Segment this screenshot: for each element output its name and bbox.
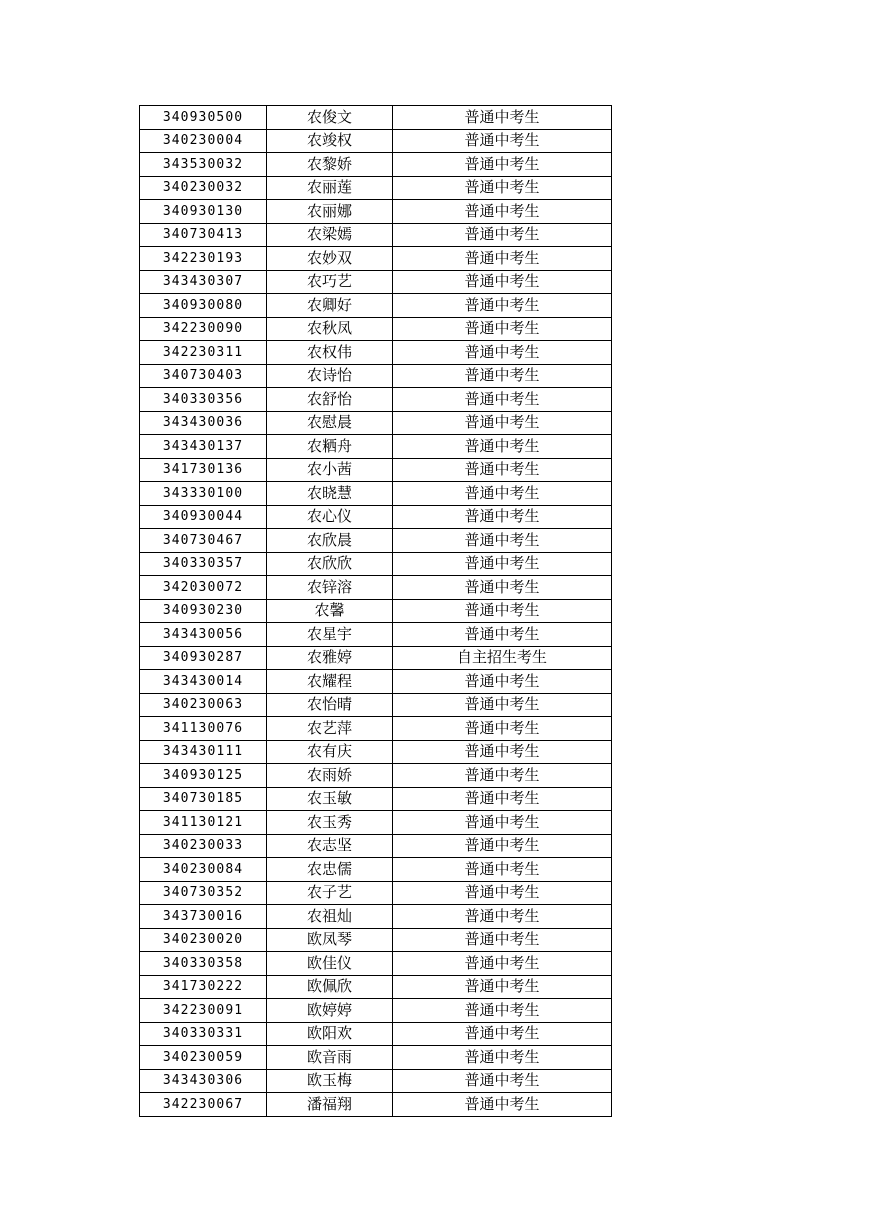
table-row (140, 576, 612, 600)
candidate-name-cell: 农祖灿 (267, 905, 393, 929)
candidate-type-cell: 普通中考生 (393, 153, 612, 177)
candidate-type-cell: 普通中考生 (393, 1022, 612, 1046)
candidate-id-cell: 340730352 (140, 881, 267, 905)
table-row (140, 505, 612, 529)
table-row (140, 1046, 612, 1070)
table-row (140, 928, 612, 952)
candidate-id-cell: 342230193 (140, 247, 267, 271)
table-row (140, 388, 612, 412)
candidate-name-cell: 欧玉梅 (267, 1069, 393, 1093)
table-row (140, 552, 612, 576)
candidate-id-cell: 340930044 (140, 505, 267, 529)
table-row (140, 599, 612, 623)
candidate-id-cell: 343430111 (140, 740, 267, 764)
candidate-type-cell: 普通中考生 (393, 176, 612, 200)
table-row (140, 952, 612, 976)
candidate-name-cell: 农子艺 (267, 881, 393, 905)
table-row (140, 294, 612, 318)
candidate-id-cell: 340230004 (140, 129, 267, 153)
candidate-id-cell: 340930287 (140, 646, 267, 670)
table-row (140, 270, 612, 294)
candidate-name-cell: 农妙双 (267, 247, 393, 271)
candidate-name-cell: 农星宇 (267, 623, 393, 647)
candidate-name-cell: 农粞舟 (267, 435, 393, 459)
table-row (140, 740, 612, 764)
candidate-name-cell: 农舒怡 (267, 388, 393, 412)
table-row (140, 482, 612, 506)
table-row (140, 364, 612, 388)
candidate-id-cell: 343430056 (140, 623, 267, 647)
table-row (140, 247, 612, 271)
candidate-id-cell: 343330100 (140, 482, 267, 506)
candidate-type-cell: 普通中考生 (393, 458, 612, 482)
candidate-type-cell: 普通中考生 (393, 529, 612, 553)
candidate-id-cell: 342230067 (140, 1093, 267, 1117)
candidate-type-cell: 普通中考生 (393, 952, 612, 976)
candidate-type-cell: 普通中考生 (393, 975, 612, 999)
table-row (140, 811, 612, 835)
candidate-id-cell: 342030072 (140, 576, 267, 600)
candidate-name-cell: 农诗怡 (267, 364, 393, 388)
candidate-name-cell: 农玉秀 (267, 811, 393, 835)
candidate-table-body (140, 106, 612, 1117)
candidate-name-cell: 潘福翔 (267, 1093, 393, 1117)
candidate-type-cell: 普通中考生 (393, 552, 612, 576)
candidate-name-cell: 农忠儒 (267, 858, 393, 882)
candidate-type-cell: 普通中考生 (393, 200, 612, 224)
candidate-id-cell: 340330357 (140, 552, 267, 576)
table-row (140, 106, 612, 130)
candidate-type-cell: 普通中考生 (393, 341, 612, 365)
table-row (140, 858, 612, 882)
candidate-type-cell: 普通中考生 (393, 1069, 612, 1093)
table-row (140, 435, 612, 459)
candidate-name-cell: 农耀程 (267, 670, 393, 694)
table-row (140, 623, 612, 647)
candidate-type-cell: 普通中考生 (393, 858, 612, 882)
candidate-id-cell: 342230091 (140, 999, 267, 1023)
candidate-name-cell: 农欣欣 (267, 552, 393, 576)
table-row (140, 764, 612, 788)
candidate-type-cell: 普通中考生 (393, 270, 612, 294)
candidate-id-cell: 340730403 (140, 364, 267, 388)
candidate-type-cell: 普通中考生 (393, 1093, 612, 1117)
candidate-id-cell: 340930500 (140, 106, 267, 130)
table-row (140, 200, 612, 224)
candidate-id-cell: 343430307 (140, 270, 267, 294)
candidate-id-cell: 343430036 (140, 411, 267, 435)
table-row (140, 999, 612, 1023)
candidate-name-cell: 欧音雨 (267, 1046, 393, 1070)
candidate-name-cell: 农小茜 (267, 458, 393, 482)
table-row (140, 787, 612, 811)
candidate-id-cell: 340930230 (140, 599, 267, 623)
candidate-name-cell: 农竣权 (267, 129, 393, 153)
candidate-name-cell: 农馨 (267, 599, 393, 623)
table-row (140, 317, 612, 341)
table-row (140, 223, 612, 247)
candidate-id-cell: 341130121 (140, 811, 267, 835)
table-row (140, 834, 612, 858)
candidate-type-cell: 普通中考生 (393, 505, 612, 529)
candidate-name-cell: 农志坚 (267, 834, 393, 858)
candidate-type-cell: 普通中考生 (393, 693, 612, 717)
candidate-type-cell: 普通中考生 (393, 482, 612, 506)
candidate-name-cell: 农有庆 (267, 740, 393, 764)
candidate-id-cell: 343430014 (140, 670, 267, 694)
candidate-name-cell: 农俊文 (267, 106, 393, 130)
candidate-name-cell: 农黎娇 (267, 153, 393, 177)
candidate-id-cell: 340230063 (140, 693, 267, 717)
table-row (140, 693, 612, 717)
table-row (140, 717, 612, 741)
candidate-name-cell: 欧佩欣 (267, 975, 393, 999)
candidate-id-cell: 340330358 (140, 952, 267, 976)
candidate-name-cell: 农巧艺 (267, 270, 393, 294)
candidate-type-cell: 普通中考生 (393, 740, 612, 764)
candidate-type-cell: 普通中考生 (393, 411, 612, 435)
candidate-name-cell: 欧佳仪 (267, 952, 393, 976)
candidate-id-cell: 343430137 (140, 435, 267, 459)
candidate-id-cell: 341130076 (140, 717, 267, 741)
candidate-name-cell: 农欣晨 (267, 529, 393, 553)
table-row (140, 341, 612, 365)
candidate-type-cell: 普通中考生 (393, 764, 612, 788)
candidate-id-cell: 340230033 (140, 834, 267, 858)
candidate-type-cell: 普通中考生 (393, 811, 612, 835)
candidate-id-cell: 342230090 (140, 317, 267, 341)
candidate-name-cell: 农锌溶 (267, 576, 393, 600)
candidate-name-cell: 欧凤琴 (267, 928, 393, 952)
candidate-name-cell: 农丽莲 (267, 176, 393, 200)
candidate-name-cell: 农玉敏 (267, 787, 393, 811)
candidate-name-cell: 农卿好 (267, 294, 393, 318)
candidate-type-cell: 普通中考生 (393, 787, 612, 811)
table-row (140, 1022, 612, 1046)
candidate-type-cell: 普通中考生 (393, 435, 612, 459)
candidate-id-cell: 341730222 (140, 975, 267, 999)
table-row (140, 176, 612, 200)
candidate-type-cell: 普通中考生 (393, 247, 612, 271)
candidate-name-cell: 农怡晴 (267, 693, 393, 717)
candidate-name-cell: 农心仪 (267, 505, 393, 529)
candidate-id-cell: 340730185 (140, 787, 267, 811)
table-row (140, 670, 612, 694)
candidate-name-cell: 农艺萍 (267, 717, 393, 741)
candidate-type-cell: 普通中考生 (393, 1046, 612, 1070)
candidate-name-cell: 农梁嫣 (267, 223, 393, 247)
candidate-name-cell: 农丽娜 (267, 200, 393, 224)
candidate-type-cell: 普通中考生 (393, 294, 612, 318)
candidate-id-cell: 342230311 (140, 341, 267, 365)
candidate-type-cell: 普通中考生 (393, 999, 612, 1023)
table-row (140, 129, 612, 153)
candidate-id-cell: 343730016 (140, 905, 267, 929)
candidate-type-cell: 普通中考生 (393, 388, 612, 412)
candidate-type-cell: 普通中考生 (393, 670, 612, 694)
table-row (140, 411, 612, 435)
candidate-type-cell: 普通中考生 (393, 881, 612, 905)
candidate-name-cell: 农雨娇 (267, 764, 393, 788)
candidate-type-cell: 普通中考生 (393, 317, 612, 341)
table-row (140, 881, 612, 905)
candidate-id-cell: 340930130 (140, 200, 267, 224)
candidate-name-cell: 农慰晨 (267, 411, 393, 435)
candidate-type-cell: 普通中考生 (393, 223, 612, 247)
candidate-type-cell: 普通中考生 (393, 106, 612, 130)
candidate-id-cell: 340330331 (140, 1022, 267, 1046)
candidate-type-cell: 普通中考生 (393, 717, 612, 741)
candidate-table (139, 105, 612, 1117)
candidate-name-cell: 农雅婷 (267, 646, 393, 670)
table-row (140, 1093, 612, 1117)
candidate-type-cell: 普通中考生 (393, 834, 612, 858)
candidate-id-cell: 340230084 (140, 858, 267, 882)
candidate-id-cell: 340730413 (140, 223, 267, 247)
candidate-id-cell: 340330356 (140, 388, 267, 412)
candidate-name-cell: 欧婷婷 (267, 999, 393, 1023)
candidate-type-cell: 普通中考生 (393, 623, 612, 647)
candidate-type-cell: 普通中考生 (393, 599, 612, 623)
candidate-id-cell: 343430306 (140, 1069, 267, 1093)
candidate-id-cell: 341730136 (140, 458, 267, 482)
candidate-type-cell: 普通中考生 (393, 576, 612, 600)
candidate-id-cell: 340730467 (140, 529, 267, 553)
table-row (140, 529, 612, 553)
table-row (140, 153, 612, 177)
candidate-type-cell: 普通中考生 (393, 905, 612, 929)
table-row (140, 1069, 612, 1093)
candidate-id-cell: 340230020 (140, 928, 267, 952)
table-row (140, 975, 612, 999)
candidate-id-cell: 340930125 (140, 764, 267, 788)
candidate-id-cell: 340230059 (140, 1046, 267, 1070)
table-row (140, 646, 612, 670)
candidate-name-cell: 农秋凤 (267, 317, 393, 341)
table-row (140, 458, 612, 482)
candidate-id-cell: 340230032 (140, 176, 267, 200)
candidate-name-cell: 农权伟 (267, 341, 393, 365)
candidate-type-cell: 普通中考生 (393, 364, 612, 388)
candidate-type-cell: 自主招生考生 (393, 646, 612, 670)
candidate-id-cell: 343530032 (140, 153, 267, 177)
candidate-name-cell: 欧阳欢 (267, 1022, 393, 1046)
table-row (140, 905, 612, 929)
candidate-name-cell: 农晓慧 (267, 482, 393, 506)
candidate-type-cell: 普通中考生 (393, 129, 612, 153)
candidate-id-cell: 340930080 (140, 294, 267, 318)
candidate-type-cell: 普通中考生 (393, 928, 612, 952)
